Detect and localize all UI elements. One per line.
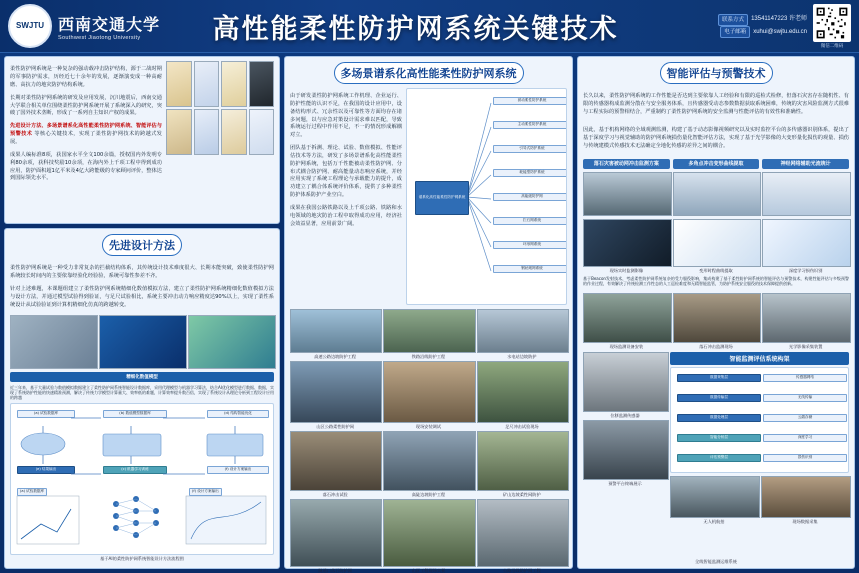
spectrum-photo-row-1 [290, 309, 567, 359]
ml-node-a: (a) 试验数据库 [17, 410, 75, 418]
architecture-node-4: 智能分析层 [677, 434, 761, 442]
ml-label-right: (f) 设计方案输出 [189, 488, 222, 496]
spectrum-photo-caption: 公路沿线防护网工程 [502, 568, 541, 573]
panel-intro [4, 56, 280, 224]
design-figure [99, 315, 185, 369]
spectrum-photo-caption: 山区工程现场实景 [411, 568, 446, 573]
assessment-photo-column [583, 352, 667, 557]
spectrum-photo-row-2 [290, 361, 567, 429]
assessment-photo-caption: 无人机航拍 [703, 519, 725, 525]
architecture-node-3: 数据处理层 [677, 414, 761, 422]
beacon-paragraph: 基于Beacon发射技术，考虑柔性防护网系统复杂的受力服役影响，集成构建了基于柔性防护网系统的智能评估与预警技术，构建性能评估与多级预警的作业过程，有效解决了传统检测工作性态的人工巡检难度和无精智能监管，为防护系统安全服役的技术保障提供创新。 [583, 275, 849, 286]
assessment-figure-caption: 深度学习损伤识别 [788, 267, 823, 273]
panel-intelligent-assessment [577, 56, 855, 569]
architecture-sub-1: 传感器网络 [763, 374, 847, 382]
design-figure-image [188, 315, 276, 369]
assessment-bottom-caption: 全线智能监测运维系统 [695, 558, 737, 564]
assessment-figure-caption: 现场实时监测影像 [609, 267, 644, 273]
section-title-wrap-1 [10, 233, 274, 260]
university-seal-icon [8, 4, 52, 48]
architecture-node-2: 数据传输层 [677, 394, 761, 402]
architecture-title: 智能监测评估系统构架 [670, 352, 849, 365]
spectrum-node-6: 拦石网系统 [493, 217, 567, 225]
architecture-diagram [670, 367, 849, 473]
architecture-sub-2: 无线传输 [763, 394, 847, 402]
ml-workflow-diagram [10, 403, 274, 555]
architecture-node-5: 评估预警层 [677, 454, 761, 462]
assessment-figure [762, 172, 851, 216]
assessment-figure [762, 219, 851, 267]
spectrum-photo-cell [383, 361, 473, 429]
section-title-wrap-3 [583, 61, 849, 88]
architecture-sub-3: 云端存储 [763, 414, 847, 422]
design-figure-row [10, 315, 274, 369]
assessment-photo-caption: 预警平台终端展示 [608, 481, 642, 487]
assessment-figure [673, 172, 762, 216]
architecture-node-1: 数据采集层 [677, 374, 761, 382]
assessment-photo [762, 293, 851, 343]
ml-node-d: (e) 结果输出 [17, 466, 75, 474]
spectrum-photo-row-4 [290, 499, 567, 573]
assessment-photo-row-2 [670, 476, 849, 524]
contact-email: xuhui@swjtu.edu.cn [753, 28, 807, 35]
ml-workflow-connectors [11, 404, 274, 554]
assessment-subhead-1: 落石灾害被动网冲击监测方案 [583, 159, 670, 169]
poster-title: 高性能柔性防护网系统关键技术 [212, 13, 619, 45]
assessment-photo-caption: 光学影像采集装置 [788, 344, 823, 350]
spectrum-photo [477, 499, 569, 567]
ml-node-e: (c) 机器学习训练 [103, 466, 167, 474]
poster-header [0, 0, 859, 53]
certificate-grid [166, 61, 274, 155]
spectrum-photo-row-3 [290, 431, 567, 497]
spectrum-center-node: 谱系化高性能柔性防护网系统 [415, 181, 469, 215]
panel-design-method [4, 228, 280, 569]
intro-paragraph-1: 柔性防护网系统是一种复杂的强动载冲击防护结构，源于二战时期的军事防护需求，历经近七十余年的发展，逐渐演变成一种高耐磨、高抗力的地灾防护结构系统。 [10, 66, 162, 88]
spectrum-node-5: 高能级防护网 [493, 193, 567, 201]
spectrum-node-4: 耗能型防护系统 [493, 169, 567, 177]
design-figure [188, 315, 274, 369]
design-figure-image [99, 315, 187, 369]
spectrum-paragraph-1: 由于研发柔性防护网系统工作机理、企业运行、防护性能的认识不足，在我国的设计应用中，设备结构形式、冗余性以及可靠性等方面均存在诸多问题，以与应急对策设计需求难以匹配，导致系统运行过程中作用不足，不一的情况形成解耦对立。 [290, 93, 402, 139]
column-right [577, 56, 855, 569]
assessment-figure-cell [583, 219, 670, 273]
spectrum-photo-cell [477, 309, 567, 359]
assessment-photo-cell [761, 476, 849, 524]
qr-code-icon [813, 4, 851, 42]
spectrum-photo [290, 431, 382, 491]
spectrum-photo-caption: 现场安装调试 [415, 424, 442, 430]
certificate-item [194, 61, 220, 107]
spectrum-node-2: 主动柔性防护系统 [493, 121, 567, 129]
contact-block [671, 4, 859, 49]
assessment-paragraph-1: 长久以来，柔性防护网系统的工作性能是否达到主要依靠人工经验和有限的巡检式检修，但落石灾害存在随机性、有限的传感器构成监测分散在与安全服务体系，且传感器受动态参数数据获取系统困难，传统的灾害风险监测方式很难与工程实际的预警相结合，严重制约了柔性防护网系统的安全监测与性能评估的有效性和准确性。 [583, 93, 849, 115]
ml-node-b: (b) 数值模型数据库 [103, 410, 167, 418]
university-name-block [58, 12, 160, 41]
spectrum-photo-cell [477, 431, 567, 497]
assessment-subhead-2: 多角点冲击变形曲线提取 [673, 159, 760, 169]
contact-phone: 13541147223 许老师 [751, 16, 807, 23]
trophy-photo [249, 61, 275, 107]
design-figure-image [10, 315, 98, 369]
architecture-sub-4: 深度学习 [763, 434, 847, 442]
spectrum-photo-caption: 落石冲击试验 [322, 492, 348, 498]
spectrum-photo [383, 499, 475, 567]
spectrum-photo [477, 431, 569, 491]
spectrum-photo [477, 361, 569, 423]
contact-phone-row [718, 14, 807, 26]
assessment-photo-caption: 落石冲击监测现场 [699, 344, 733, 350]
intro-stats: 成果人编标准8项，获国家水平全文100余篇，授权国内外发明专利80余项，获科技奖励10余项，在海内外上千项工程中得到成功应用，防护面积超1亿平米及4亿大跨能级的专家顾问评价，整体达到国际领先水平。 [10, 151, 162, 182]
design-bottom-note: 近三年来，基于大量试验与数值模拟数据建立了柔性防护网系统智能设计数据库，采用代理模型与机器学习算法，结合AI优化模型进行数据、数据，实现了系统防护性能的快速精准预测，解决了传统力学模型计算量大、效率低的难题，计算效率提升数百倍，实现了系统设计从理论分析到工程设计应用的跨越 [10, 384, 274, 401]
spectrum-photo [290, 361, 382, 423]
spectrum-node-1: 被动柔性防护系统 [493, 97, 567, 105]
logo-mark-text: SWJTU [16, 21, 44, 30]
design-paragraph-2: 针对上述难题，本课题组建立了柔性防护网系统精细化数值模拟方法，建立了柔性防护网系统精细化数值模拟方法与设计方法，并通过模型试验得到验证，与足尺试验相比，系统主要冲击动力响应精度达90%以上，实现了柔性系统设计从试验验证到计算机精细化仿真的跨越转变。 [10, 285, 274, 308]
spectrum-photo-cell [290, 431, 380, 497]
university-name-en: Southwest Jiaotong University [58, 34, 141, 41]
spectrum-photo [477, 309, 569, 353]
assessment-figure [673, 219, 762, 267]
assessment-photo-cell [670, 476, 758, 524]
spectrum-photo-cell [290, 499, 380, 573]
spectrum-photo-cell [383, 309, 473, 359]
contact-lines [718, 14, 807, 39]
design-figure-caption: 精细化数值模型 [10, 372, 274, 382]
spectrum-photo-cell [383, 499, 473, 573]
certificate-item [166, 109, 192, 155]
assessment-photo-caption: 位移监测传感器 [610, 413, 640, 419]
university-name-cn: 西南交通大学 [58, 14, 161, 34]
design-paragraph-1: 柔性防护网系统是一种受力非常复杂的拦截结构体系，其传统设计技术难度很大、长期本能突破，致使柔性防护网系统较长时间内的主要依靠经验化经验验，系统可靠性参差不齐。 [10, 265, 274, 279]
assessment-photo-caption: 现场数据采集 [792, 519, 818, 525]
ml-node-c: (d) 结构智能优化 [207, 410, 269, 418]
column-middle [284, 56, 573, 573]
spectrum-photo-caption: 足尺冲击试验现场 [505, 424, 539, 430]
certificate-item [166, 61, 192, 107]
poster-columns [0, 52, 859, 573]
section-title-spectrum: 多场景谱系化高性能柔性防护网系统 [334, 62, 524, 84]
spectrum-photo-caption: 高陡边坡防护工程 [411, 492, 446, 498]
spectrum-photo-cell [290, 309, 380, 359]
assessment-photo-row-1 [583, 293, 849, 349]
assessment-figure-row-1 [583, 172, 849, 216]
assessment-figure [583, 219, 672, 267]
assessment-figure [583, 172, 672, 216]
spectrum-photo-caption: 隧道口落石防护网 [318, 568, 352, 573]
spectrum-photo [383, 309, 475, 353]
assessment-photo [583, 352, 669, 412]
spectrum-photo [383, 431, 475, 491]
intro-paragraph-2: 长期对柔性防护网系统的研发及应用发展，沉川地震后，西南交通大学联合相关单位围绕柔性防护网系统开展了系统深入的研究，突破了国外技术垄断，形成了一系列自主知识产权的成果。 [10, 94, 162, 117]
assessment-photo-cell [583, 293, 670, 349]
assessment-photo [583, 293, 672, 343]
assessment-photo [583, 420, 669, 480]
ml-label-left: (a) 试验数据库 [17, 488, 47, 496]
intro-tail: 等核心关键技术，实现了柔性防护网技术的跨越式发展。 [10, 131, 162, 145]
certificate-item [194, 109, 220, 155]
intro-highlight: 先进设计方法、多场景谱系化高性能柔性防护网系统、智能评估与预警技术 [10, 123, 162, 138]
spectrum-node-8: 钢丝绳网系统 [493, 265, 567, 273]
certificate-item [221, 61, 247, 107]
spectrum-photo-caption: 水电站边坡防护 [507, 354, 537, 359]
assessment-photo [673, 293, 762, 343]
assessment-photo-caption: 现场监测设备安装 [609, 344, 644, 350]
system-spectrum-diagram [406, 88, 567, 305]
assessment-figure-cell [673, 219, 760, 273]
qr-caption: 微信二维码 [820, 42, 844, 48]
assessment-photo [761, 476, 851, 518]
spectrum-photo [290, 499, 382, 567]
intro-highlight-wrap [10, 123, 162, 146]
assessment-photo-cell [673, 293, 760, 349]
architecture-sub-5: 损伤识别 [763, 454, 847, 462]
assessment-subheads [583, 159, 849, 169]
panel-spectrum-systems [284, 56, 573, 573]
spectrum-photo-cell [383, 431, 473, 497]
certificate-item [249, 109, 275, 155]
assessment-figure-row-2 [583, 219, 849, 273]
assessment-subhead-3: 神经网络辅助光流统计 [762, 159, 849, 169]
design-figure [10, 315, 96, 369]
assessment-photo-cell [762, 293, 849, 349]
spectrum-photo-cell [290, 361, 380, 429]
university-logo-block [0, 4, 160, 48]
contact-email-row [718, 26, 807, 38]
assessment-bottom-block [583, 352, 849, 557]
contact-label: 联系方式 [718, 14, 748, 26]
spectrum-tail: 成果在我国公路铁路以及上千项公路、铁路和水电领域的地灾防治工程中取得成功应用，经济社会效益显著，应用前景广阔。 [290, 204, 402, 227]
certificate-item [221, 109, 247, 155]
spectrum-photo-caption: 山区公路柔性防护网 [316, 424, 355, 430]
spectrum-photo-cell [477, 361, 567, 429]
assessment-figure-caption: 变形时程曲线提取 [699, 267, 733, 273]
spectrum-paragraph-2: 团队基于拆测、理论、试验、数值模拟、性能评估技术等方法，研发了多场景谱系化高性能柔性防护网系统，包括万千性能被动柔性防护网、分布式耦合防护网、耐高能量动态响应系统，并经应用实现了系统工程理论与承载能力的提升，成功建立了耦合体系统评价体系，提供了多种柔性防护体系防护产业空白。 [290, 145, 402, 198]
email-label: 电子邮箱 [720, 26, 750, 38]
spectrum-node-7: 环形网系统 [493, 241, 567, 249]
column-left [4, 56, 280, 569]
assessment-paragraph-2: 因此，基于机构网络的全域观测监测，构建了基于动态影像视频研究以及实时监控平台的多传感器识别体系，提出了基于深度学习与视觉辅助的防护网系统损伤量化智能评估方法，实现了基于光学影像的大变形量化损伤的观量、损伤与传统建模式传感技术无法确定全地化传感的差异之间的耦合。 [583, 126, 849, 149]
section-title-assessment: 智能评估与预警技术 [660, 62, 773, 84]
spectrum-photo-caption: 铁路沿线防护工程 [411, 354, 446, 359]
spectrum-photo [383, 361, 475, 423]
ml-node-f: (f) 设计方案输出 [207, 466, 269, 474]
assessment-photo [670, 476, 760, 518]
spectrum-photo [290, 309, 382, 353]
assessment-architecture-block [670, 352, 849, 557]
spectrum-photo-cell [477, 499, 567, 573]
spectrum-photo-caption: 高速公路边坡防护工程 [314, 354, 357, 359]
ml-diagram-caption: 基于AI的柔性防护网系统智能设计方法流程图 [100, 555, 184, 561]
spectrum-node-3: 引导式防护系统 [493, 145, 567, 153]
qr-block [813, 4, 851, 49]
spectrum-photo-caption: 矿山边坡柔性网防护 [502, 492, 541, 498]
assessment-figure-cell [762, 219, 849, 273]
section-title-design-method: 先进设计方法 [102, 234, 182, 256]
section-title-wrap-2 [290, 61, 567, 88]
